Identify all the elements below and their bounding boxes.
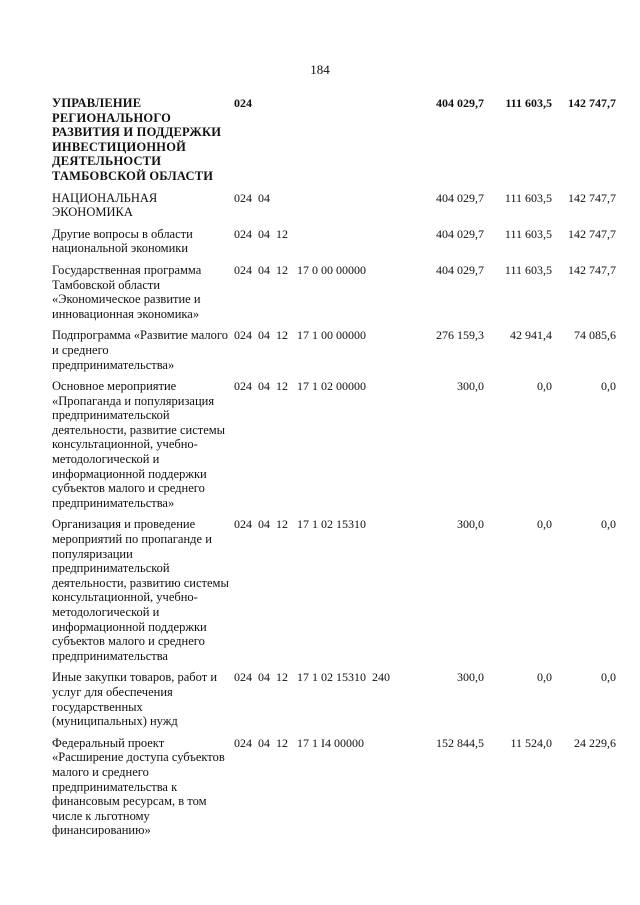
row-name: Организация и проведение мероприятий по пропаганде и популяризации предпринимательской деятельности, развитию системы консультационной, учебно-методологической и информационной поддержки субъектов малого и среднего предпринимательства [52, 517, 229, 663]
row-value-3: 0,0 [601, 670, 616, 685]
row-value-3: 24 229,6 [574, 735, 616, 750]
row-codes: 024 04 12 17 0 00 00000 [234, 262, 366, 277]
page-number: 184 [310, 62, 330, 77]
row-value-2: 0,0 [537, 379, 552, 394]
table-row [52, 517, 616, 663]
row-codes: 024 04 12 17 1 00 00000 [234, 328, 366, 343]
row-name: Государственная программа Тамбовской области «Экономическое развитие и инновационная экономика» [52, 262, 202, 321]
row-value-1: 404 029,7 [436, 226, 484, 241]
table-row [52, 191, 616, 220]
row-value-2: 111 603,5 [505, 96, 552, 110]
row-value-2: 111 603,5 [504, 262, 552, 277]
row-codes: 024 04 12 17 1 02 15310 [234, 517, 366, 532]
table-row [52, 227, 616, 256]
row-value-2: 0,0 [537, 517, 552, 532]
row-codes: 024 04 [234, 190, 270, 205]
row-value-1: 404 029,7 [436, 262, 484, 277]
row-value-2: 111 603,5 [504, 190, 552, 205]
row-codes: 024 04 12 17 1 02 15310 240 [234, 670, 390, 685]
row-value-1: 152 844,5 [436, 735, 484, 750]
row-name: Другие вопросы в области национальной экономики [52, 226, 193, 256]
table-row [52, 670, 616, 728]
row-value-3: 142 747,7 [568, 262, 616, 277]
table-row [52, 263, 616, 321]
row-name: Основное мероприятие «Пропаганда и популяризация предпринимательской деятельности, развитие системы консультационной, учебно-методологической и информационной поддержки субъектов малого и среднего предпринимательства» [52, 379, 226, 510]
row-value-2: 11 524,0 [510, 735, 552, 750]
row-value-2: 111 603,5 [504, 226, 552, 241]
row-value-1: 404 029,7 [436, 96, 484, 110]
row-name: НАЦИОНАЛЬНАЯ ЭКОНОМИКА [52, 190, 158, 220]
table-row [52, 96, 616, 184]
row-value-3: 74 085,6 [574, 328, 616, 343]
row-name: Иные закупки товаров, работ и услуг для обеспечения государственных (муниципальных) нужд [52, 670, 218, 729]
row-value-1: 300,0 [457, 379, 484, 394]
row-name: Федеральный проект «Расширение доступа субъектов малого и среднего предпринимательства к финансовым ресурсам, в том числе к льготному финансированию» [52, 735, 225, 838]
row-codes: 024 04 12 17 1 I4 00000 [234, 735, 364, 750]
row-value-1: 300,0 [457, 517, 484, 532]
row-value-1: 300,0 [457, 670, 484, 685]
row-name: Подпрограмма «Развитие малого и среднего предпринимательства» [52, 328, 228, 372]
row-codes: 024 [234, 96, 252, 110]
row-value-1: 404 029,7 [436, 190, 484, 205]
row-value-3: 142 747,7 [568, 96, 616, 110]
table-row [52, 736, 616, 838]
row-value-3: 0,0 [601, 379, 616, 394]
row-value-1: 276 159,3 [436, 328, 484, 343]
row-value-3: 142 747,7 [568, 226, 616, 241]
row-value-2: 0,0 [537, 670, 552, 685]
table-row [52, 379, 616, 510]
row-codes: 024 04 12 [234, 226, 288, 241]
row-value-3: 142 747,7 [568, 190, 616, 205]
row-value-2: 42 941,4 [510, 328, 552, 343]
row-name: УПРАВЛЕНИЕ РЕГИОНАЛЬНОГО РАЗВИТИЯ И ПОДДЕРЖКИ ИНВЕСТИЦИОННОЙ ДЕЯТЕЛЬНОСТИ ТАМБОВСКОЙ ОБЛАСТИ [52, 96, 222, 183]
row-codes: 024 04 12 17 1 02 00000 [234, 379, 366, 394]
table-row [52, 328, 616, 372]
budget-table [52, 96, 616, 845]
row-value-3: 0,0 [601, 517, 616, 532]
